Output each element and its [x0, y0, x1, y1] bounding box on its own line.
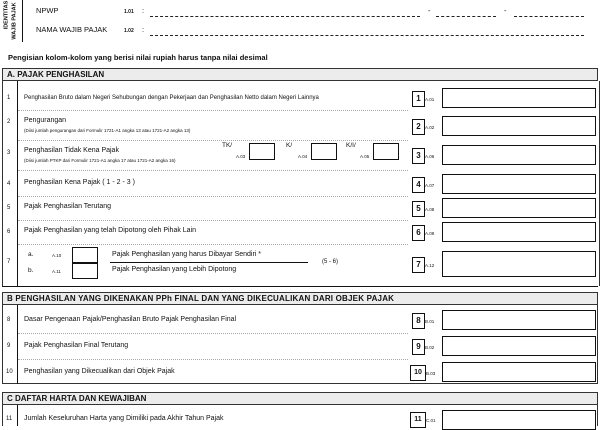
- field-code: A.01: [425, 97, 435, 102]
- row-separator: [18, 170, 408, 171]
- row-label: Pajak Penghasilan yang telah Dipotong oleh Pihak Lain: [24, 227, 197, 234]
- section-a-header: A. PAJAK PENGHASILAN: [2, 68, 598, 81]
- row-number: 10: [6, 369, 13, 375]
- field-code: A.07: [425, 183, 435, 188]
- row-label: Pajak Penghasilan Final Terutang: [24, 342, 129, 349]
- option-b-text: Pajak Penghasilan yang Lebih Dipotong: [112, 266, 237, 273]
- ptkp-tk-code: A.03: [236, 154, 246, 159]
- row-number: 7: [7, 259, 11, 265]
- row-label: Penghasilan Kena Pajak ( 1 - 2 - 3 ): [24, 179, 135, 186]
- option-b-checkbox[interactable]: [72, 263, 98, 279]
- row-separator: [18, 110, 408, 111]
- option-b-code: A.11: [52, 269, 61, 274]
- row-label: Pengurangan: [24, 117, 67, 124]
- row-label: Penghasilan yang Dikecualikan dari Objek Pajak: [24, 368, 175, 375]
- row-label: Dasar Pengenaan Pajak/Penghasilan Bruto Pajak Penghasilan Final: [24, 316, 237, 323]
- ptkp-ki-input[interactable]: [373, 143, 399, 160]
- total-assets-input[interactable]: [442, 410, 596, 430]
- deduction-input[interactable]: [442, 116, 596, 136]
- row-separator: [18, 244, 408, 245]
- ptkp-tk-input[interactable]: [249, 143, 275, 160]
- ptkp-input[interactable]: [442, 145, 596, 165]
- ptkp-k-code: A.04: [298, 154, 308, 159]
- section-b-header: B PENGHASILAN YANG DIKENAKAN PPh FINAL DAN YANG DIKECUALIKAN DARI OBJEK PAJAK: [2, 292, 598, 305]
- side-label-identitas: IDENTITAS: [3, 0, 10, 30]
- field-code: B.02: [425, 345, 435, 350]
- option-a-code: A.10: [52, 253, 62, 258]
- field-code: B.03: [426, 371, 436, 376]
- npwp-code: 1.01: [124, 9, 134, 15]
- final-tax-base-input[interactable]: [442, 310, 596, 330]
- fraction-line: [110, 262, 308, 263]
- npwp-input[interactable]: [150, 16, 420, 17]
- box-number: 9: [412, 339, 425, 355]
- excluded-income-input[interactable]: [442, 362, 596, 382]
- formula-text: (5 - 6): [322, 259, 339, 265]
- field-code: A.12: [425, 263, 435, 268]
- field-code: A.02: [425, 125, 435, 130]
- npwp-label: NPWP: [36, 6, 59, 15]
- row-8: [2, 310, 598, 330]
- identity-divider: [22, 0, 23, 42]
- row-number: 1: [7, 95, 11, 101]
- row-1: [2, 88, 598, 108]
- final-tax-payable-input[interactable]: [442, 336, 596, 356]
- box-number: 5: [412, 201, 425, 217]
- box-number: 10: [410, 365, 426, 381]
- npwp-dash-1: -: [428, 6, 431, 15]
- npwp-dash-2: -: [504, 6, 507, 15]
- field-code: A.06: [425, 154, 435, 159]
- ptkp-ki-code: A.05: [360, 154, 370, 159]
- box-number: 2: [412, 119, 425, 135]
- row-number: 4: [7, 181, 11, 187]
- ptkp-k-input[interactable]: [311, 143, 337, 160]
- tax-due-input[interactable]: [442, 251, 596, 277]
- row-5: [2, 198, 598, 218]
- tax-withheld-input[interactable]: [442, 222, 596, 242]
- name-code: 1.02: [124, 28, 134, 34]
- box-number: 1: [412, 91, 425, 107]
- name-colon: :: [142, 25, 145, 34]
- row-separator: [18, 359, 408, 360]
- row-2: [2, 114, 598, 138]
- box-number: 3: [412, 148, 425, 164]
- row-10: [2, 362, 598, 382]
- ptkp-k-label: K/: [286, 142, 293, 149]
- taxpayer-name-input[interactable]: [150, 35, 584, 36]
- row-9: [2, 336, 598, 356]
- field-code: A.09: [425, 231, 435, 236]
- row-6: [2, 222, 598, 242]
- tax-payable-input[interactable]: [442, 198, 596, 218]
- option-a-checkbox[interactable]: [72, 247, 98, 263]
- row-number: 3: [7, 150, 11, 156]
- box-number: 4: [412, 177, 425, 193]
- row-sublabel: (Diisi jumlah pengurangan dari Formulir 1721-A1 angka 13 atau 1721-A2 angka 13): [24, 128, 191, 133]
- section-a-bottom: [2, 286, 598, 287]
- box-number: 7: [412, 257, 425, 273]
- option-a-label: a.: [28, 251, 34, 258]
- instruction-text: Pengisian kolom-kolom yang berisi nilai rupiah harus tanpa nilai desimal: [8, 53, 268, 62]
- row-label: Penghasilan Bruto dalam Negeri Sehubungan dengan Pekerjaan dan Penghasilan Netto dalam Negeri Lainnya: [24, 95, 319, 101]
- option-b-label: b.: [28, 267, 34, 274]
- field-code: C.01: [426, 418, 436, 423]
- taxable-income-input[interactable]: [442, 174, 596, 194]
- row-number: 6: [7, 229, 11, 235]
- field-code: B.01: [425, 319, 435, 324]
- box-number: 8: [412, 313, 425, 329]
- row-sublabel: (Diisi jumlah PTKP dari Formulir 1721-A1 angka 17 atau 1721-A2 angka 16): [24, 158, 176, 163]
- name-label: NAMA WAJIB PAJAK: [36, 25, 108, 34]
- ptkp-tk-label: TK/: [222, 142, 233, 149]
- row-11: [2, 410, 598, 426]
- box-number: 6: [412, 225, 425, 241]
- row-number: 11: [6, 416, 13, 422]
- row-label: Pajak Penghasilan Terutang: [24, 203, 112, 210]
- ptkp-ki-label: K/I/: [346, 142, 356, 149]
- row-number: 5: [7, 205, 11, 211]
- identity-block: [0, 0, 600, 42]
- row-7: [2, 247, 598, 283]
- row-separator: [18, 140, 408, 141]
- row-separator: [18, 333, 408, 334]
- row-number: 8: [7, 317, 11, 323]
- field-code: A.08: [425, 207, 435, 212]
- box-number: 11: [410, 412, 426, 428]
- row-separator: [18, 220, 408, 221]
- option-a-text: Pajak Penghasilan yang harus Dibayar Sendiri *: [112, 251, 262, 258]
- side-label-wajib-pajak: WAJIB PAJAK: [11, 2, 18, 40]
- row-4: [2, 174, 598, 194]
- row-number: 2: [7, 119, 11, 125]
- npwp-input-branch-2[interactable]: [514, 16, 584, 17]
- section-c-header: C DAFTAR HARTA DAN KEWAJIBAN: [2, 392, 598, 405]
- row-label: Jumlah Keseluruhan Harta yang Dimiliki pada Akhir Tahun Pajak: [24, 415, 224, 422]
- row-number: 9: [7, 343, 11, 349]
- row-3: [2, 142, 598, 168]
- gross-income-input[interactable]: [442, 88, 596, 108]
- row-separator: [18, 196, 408, 197]
- npwp-colon: :: [142, 6, 145, 15]
- row-label: Penghasilan Tidak Kena Pajak: [24, 147, 119, 154]
- npwp-input-branch-1[interactable]: [436, 16, 496, 17]
